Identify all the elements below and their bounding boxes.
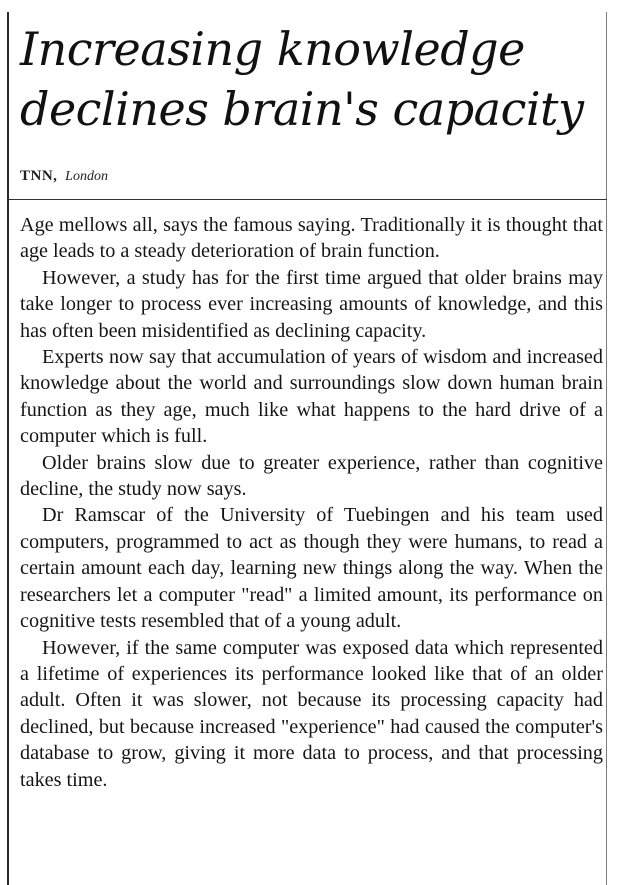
body-paragraph-3: Experts now say that accumulation of years of wisdom and increased knowledge about the world and surroundings slow down human brain function as they age, much like what happens to the hard drive of a computer which is full. — [20, 346, 603, 448]
article-body — [20, 212, 603, 793]
body-paragraph-2: However, a study has for the first time argued that older brains may take longer to process ever increasing amounts of knowledge, and this has often been misidentified as declining capacity. — [20, 266, 603, 342]
byline-place: London — [65, 169, 108, 184]
byline-agency: TNN, — [20, 168, 58, 184]
right-column-rule — [606, 12, 607, 885]
body-paragraph-4: Older brains slow due to greater experience, rather than cognitive decline, the study now says. — [20, 451, 603, 501]
byline-divider — [9, 199, 607, 200]
body-paragraph-1: Age mellows all, says the famous saying. Traditionally it is thought that age leads to a steady deterioration of brain function. — [20, 214, 603, 263]
body-paragraph-6: However, if the same computer was exposed data which represented a lifetime of experiences its performance looked like that of an older adult. Often it was slower, not because its processing capacity had declined, but because increased "experience" had caused the computer's database to grow, giving it more data to process, and that processing takes time. — [20, 636, 603, 791]
left-column-rule — [7, 12, 9, 885]
byline — [20, 168, 108, 185]
article-headline: Increasing knowledge declines brain's capacity — [20, 22, 584, 136]
body-paragraph-5: Dr Ramscar of the University of Tuebingen and his team used computers, programmed to act as though they were humans, to read a certain amount each day, learning new things along the way. When the researchers let a computer "read" a limited amount, its performance on cognitive tests resembled that of a young adult. — [20, 504, 603, 633]
